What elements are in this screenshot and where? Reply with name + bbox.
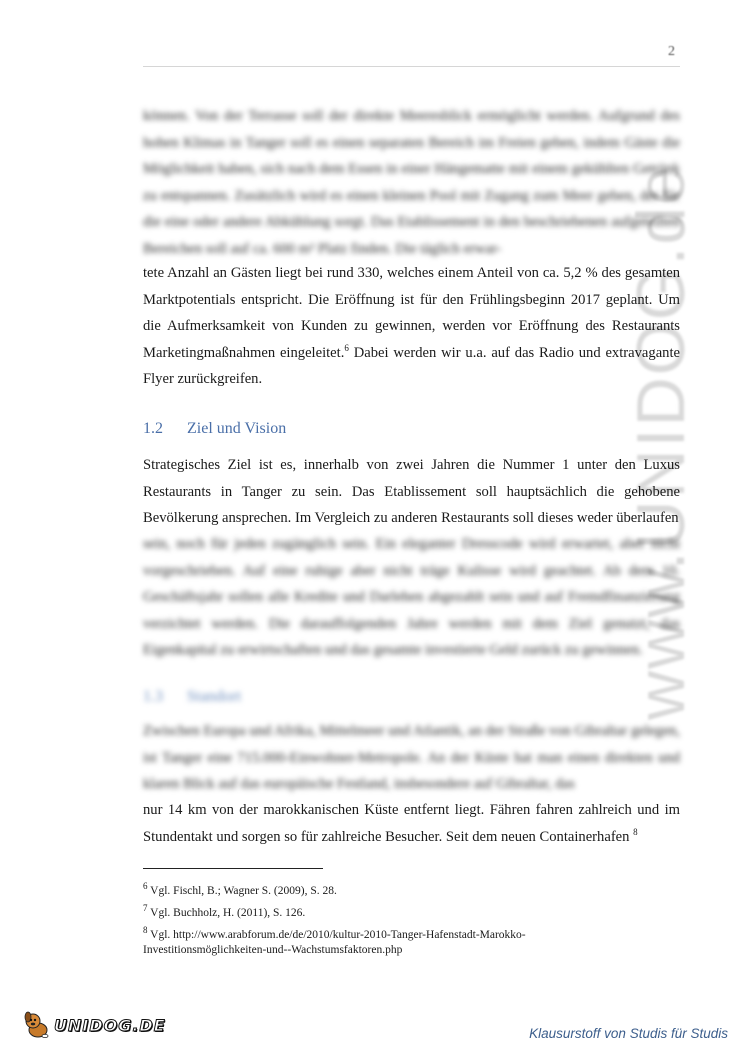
watermark: www.UNIDOG.de — [623, 165, 699, 720]
footer-tagline: Klausurstoff von Studis für Studis — [529, 1026, 728, 1041]
dog-icon — [22, 1010, 52, 1040]
paragraph-3-blurred: Zwischen Europa und Afrika, Mittelmeer und Atlantik, an der Straße von Gibraltar gelegen, ist Tanger eine 715.000-Einwohner-Metropole. An der Küste hat man einen direkten und klaren Blick auf das europäische Festland, insbesondere auf Gibraltar, das — [143, 723, 680, 793]
paragraph-1-tail: Dabei werden wir u.a. auf das Radio und extravagante Flyer zurückgreifen. — [143, 344, 680, 388]
paragraph-1-visible — [143, 260, 680, 393]
logo-text: UNIDOG.DE — [54, 1015, 166, 1035]
paragraph-2-visible: Strategisches Ziel ist es, innerhalb von zwei Jahren die Nummer 1 unter den Luxus Restaurants in Tanger zu sein. Das Etablissement soll hauptsächlich die gehobene Bevölkerung ansprechen. Im Vergleich zu anderen Restaurants soll dieses weder überlaufen — [143, 457, 680, 527]
paragraph-1-blurred: können. Von der Terrasse soll der direkte Meeresblick ermöglicht werden. Aufgrund des hohen Klimas in Tanger soll es einen separaten Bereich im Freien geben, indem Gäste die Möglichkeit haben, sich nach dem Essen in einer Hängematte mit einem gekühlten Getränk zu entspannen. Zusätzlich wird es einen kleinen Pool mit Zugang zum Meer geben, der für die eine oder andere Abkühlung sorgt. Das Etablissement in den beschriebenen aufgeteilten Bereichen soll auf ca. 600 m² Platz finden. Die täglich erwar- — [143, 108, 680, 257]
footnote-text[interactable]: Vgl. http://www.arabforum.de/de/2010/kultur-2010-Tanger-Hafenstadt-Marokko-Investitionsmöglichkeiten-und--Wachstumsfaktoren.php — [143, 929, 526, 956]
heading-title: Ziel und Vision — [187, 420, 287, 437]
page-number: 2 — [668, 44, 675, 59]
footnote-ref-8[interactable]: 8 — [633, 826, 638, 837]
footnote-rule — [143, 868, 323, 869]
heading-title: Standort — [187, 688, 242, 705]
section-heading-1-2 — [143, 420, 286, 438]
section-heading-1-3 — [143, 688, 241, 706]
footnote-text: Vgl. Buchholz, H. (2011), S. 126. — [150, 907, 306, 919]
header-rule — [143, 66, 680, 67]
unidog-logo[interactable] — [22, 1010, 166, 1040]
footnote-text: Vgl. Fischl, B.; Wagner S. (2009), S. 28. — [150, 885, 337, 897]
footnote-number: 6 — [143, 881, 148, 892]
paragraph-2-blurred: sein, noch für jeden zugänglich sein. Ein eleganter Dresscode wird erwartet, aber nicht vorgeschrieben. Auf eine ruhige aber nicht träge Kulisse wird geachtet. Ab dem 10. Geschäftsjahr sollen alle Kredite und Darlehen abgezahlt sein und auf Fremdfinanzierung verzichtet werden. Die darauffolgenden Jahre werden mit dem Ziel genutzt, das Eigenkapital zu erwirtschaften und das gesamte investierte Geld zurück zu gewinnen. — [143, 536, 680, 659]
paragraph-3-text: nur 14 km von der marokkanischen Küste entfernt liegt. Fähren fahren zahlreich und im Stundentakt und sorgen so für zahlreiche Besucher. Seit dem neuen Containerhafen — [143, 802, 680, 845]
paragraph-1-text: tete Anzahl an Gästen liegt bei rund 330, welches einem Anteil von ca. 5,2 % des gesamten Marktpotentials entspricht. Die Eröffnung ist für den Frühlingsbeginn 2017 geplant. Um die Aufmerksamkeit von Kunden zu gewinnen, werden vor Eröffnung des Restaurants Marketingmaßnahmen eingeleitet. — [143, 265, 680, 361]
footnote-6 — [143, 881, 680, 899]
footnote-7 — [143, 903, 680, 921]
footnote-8 — [143, 925, 573, 958]
heading-number: 1.3 — [143, 688, 163, 705]
footnote-number: 7 — [143, 903, 148, 914]
footnote-number: 8 — [143, 925, 148, 936]
footnote-ref-6[interactable]: 6 — [344, 342, 349, 353]
heading-number: 1.2 — [143, 420, 163, 437]
paragraph-3-visible — [143, 797, 680, 850]
